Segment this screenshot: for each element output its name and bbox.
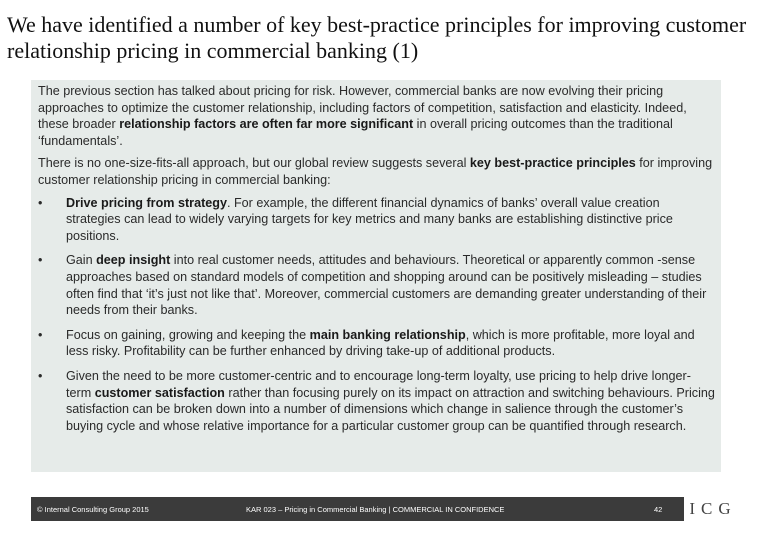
list-item: [38, 195, 715, 245]
bullet-icon: •: [38, 253, 43, 268]
principles-list: [38, 195, 715, 435]
page-number: 42: [654, 505, 663, 514]
footer-bar: [31, 497, 732, 521]
bullet-text-a: Focus on gaining, growing and keeping the: [66, 327, 310, 342]
intro-paragraph-1: [38, 83, 715, 149]
bullet-text-c: rather than focusing purely on its impact on attraction and switching behaviours. Pricing satisfaction can be broken down into a number of dimensions which change in salience through the customer’s buying cycle and whose relative importance for a particular customer group can be quantified through research.: [66, 385, 715, 433]
bullet-emphasis: main banking relationship: [309, 327, 466, 342]
list-item: [38, 327, 715, 360]
bullet-text-a: Gain: [66, 253, 97, 268]
bullet-text-c: . For example, the different financial dynamics of banks’ overall value creation strategies can lead to widely varying targets for key metrics and many banks are establishing distinctive price positions.: [66, 195, 673, 243]
content-panel: [31, 80, 721, 472]
intro-p1-text-c: in overall pricing outcomes than the traditional ‘fundamentals’.: [38, 117, 673, 148]
bullet-text-c: , which is more profitable, more loyal and less risky. Profitability can be further enhanced by driving take-up of additional products.: [66, 327, 695, 359]
bullet-icon: •: [38, 368, 43, 383]
company-logo: ICG: [682, 497, 738, 521]
bullet-text-a: Given the need to be more customer-centric and to encourage long-term loyalty, use pricing to help drive longer-term: [66, 368, 691, 400]
page-title: We have identified a number of key best-practice principles for improving customer relationship pricing in commercial banking (1): [7, 12, 747, 63]
list-item: [38, 368, 715, 434]
intro-p1-text-a: The previous section has talked about pricing for risk. However, commercial banks are now evolving their pricing approaches to optimize the customer relationship, including factors of competition, satisfaction and elasticity. Indeed, these broader: [38, 84, 687, 132]
intro-p2-text-c: for improving customer relationship pricing in commercial banking:: [38, 156, 713, 187]
footer-copyright: © Internal Consulting Group 2015: [37, 505, 149, 514]
intro-p2-emphasis: key best-practice principles: [469, 156, 636, 171]
bullet-text-c: into real customer needs, attitudes and behaviours. Theoretical or apparently common -sense approaches based on standard models of competition and shopping around can be positively misleading – studies often find that ‘it’s just not like that’. Moreover, commercial customers are demanding greater understanding of their needs from their banks.: [66, 253, 707, 318]
bullet-icon: •: [38, 195, 43, 210]
bullet-icon: •: [38, 327, 43, 342]
bullet-emphasis: deep insight: [96, 253, 171, 268]
intro-paragraph-2: [38, 155, 715, 188]
intro-p1-emphasis: relationship factors are often far more significant: [119, 117, 414, 132]
footer-document-info: KAR 023 – Pricing in Commercial Banking | COMMERCIAL IN CONFIDENCE: [246, 505, 505, 514]
bullet-emphasis: Drive pricing from strategy: [66, 195, 227, 210]
bullet-emphasis: customer satisfaction: [94, 385, 225, 400]
list-item: [38, 252, 715, 318]
intro-p2-text-a: There is no one-size-fits-all approach, but our global review suggests several: [38, 156, 470, 171]
